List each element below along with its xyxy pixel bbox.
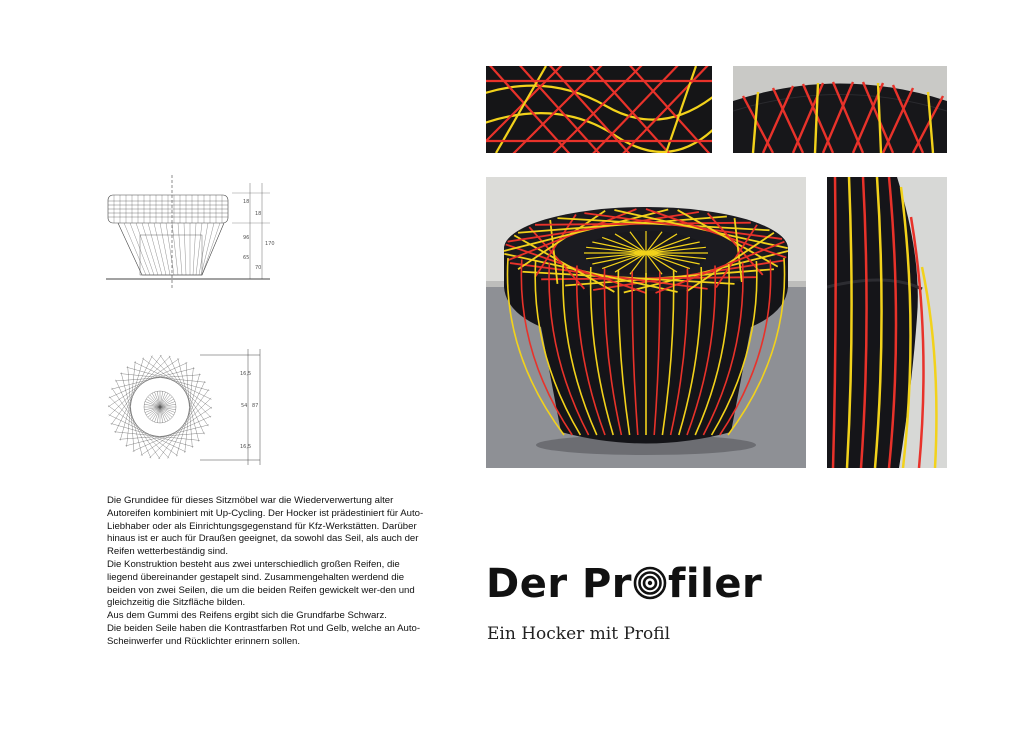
page-subtitle: Ein Hocker mit Profil xyxy=(487,624,671,644)
title-text-start: Der Pr xyxy=(486,561,633,607)
dimension-label: 16,5 xyxy=(240,371,252,377)
description-paragraph: Die Grundidee für dieses Sitzmöbel war die Wiederverwertung alter Autoreifen kombiniert mit Up-Cycling. Der Hocker ist prädestiniert für Auto-Liebhaber oder als Einrichtungsgegenstand für Kfz-Werkstätten. Darüber hinaus ist er auch für Draußen geeignet, da sowohl das Seil, als auch der Reifen wetterbeständig sind. xyxy=(107,495,424,558)
title-text-end: filer xyxy=(668,561,763,607)
photo-stool-main xyxy=(486,177,806,468)
photo-tire-edge xyxy=(733,66,947,153)
tire-o-icon xyxy=(633,563,667,597)
dimension-label: 18 xyxy=(243,199,250,205)
dimension-label: 96 xyxy=(243,235,250,241)
photo-rope-detail xyxy=(486,66,712,153)
dimension-label: 16,5 xyxy=(240,444,252,450)
sketch-side-view xyxy=(100,175,280,295)
description-paragraph: Die Konstruktion besteht aus zwei unterschiedlich großen Reifen, die liegend übereinander gestapelt sind. Zusammengehalten werdend die beiden von zwei Seilen, die um die beiden Reifen gewickelt wer-den und gleichzeitig die Sitzfläche bilden. xyxy=(107,558,415,609)
photo-side-detail xyxy=(827,177,947,468)
dimension-label: 54 xyxy=(241,403,248,409)
sketch-top-view xyxy=(100,345,280,470)
dimension-label: 18 xyxy=(255,211,262,217)
description-text xyxy=(107,495,427,649)
dimension-label: 70 xyxy=(255,265,262,271)
description-paragraph: Die beiden Seile haben die Kontrastfarben Rot und Gelb, welche an Auto-Scheinwerfer und Rücklichter erinnern sollen. xyxy=(107,622,421,647)
dimension-label: 65 xyxy=(243,255,250,261)
dimension-label: 170 xyxy=(265,241,275,247)
description-paragraph: Aus dem Gummi des Reifens ergibt sich die Grundfarbe Schwarz. xyxy=(107,610,387,622)
page-title xyxy=(486,560,762,608)
dimension-label: 87 xyxy=(252,403,259,409)
